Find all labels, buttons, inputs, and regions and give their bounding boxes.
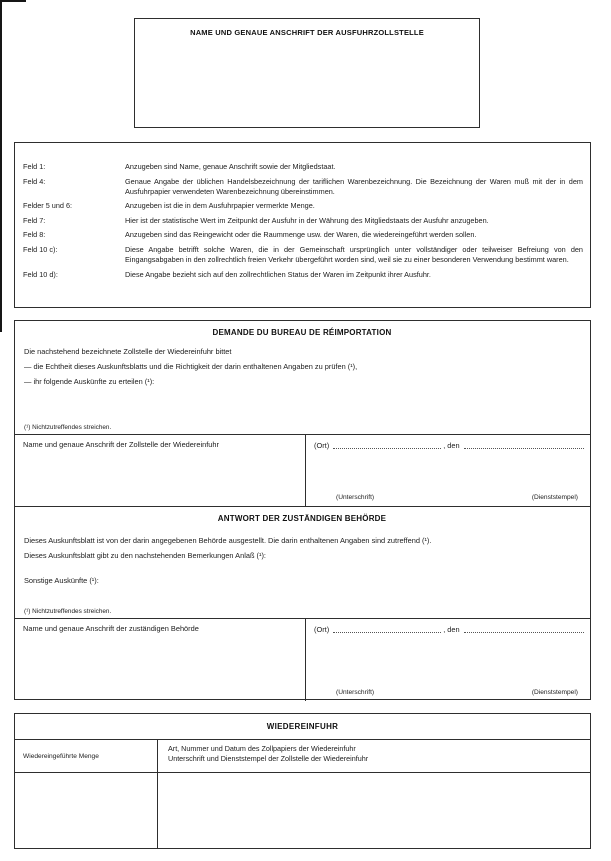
request-bullet-verify: — die Echtheit dieses Auskunftsblatts und die Richtigkeit der darin enthaltenen Angaben zu prüfen (¹), — [24, 362, 358, 372]
instruction-row — [23, 216, 583, 226]
field-label: Felder 5 und 6: — [23, 201, 73, 211]
document-column-header — [158, 740, 590, 772]
place-label: (Ort) — [314, 625, 330, 634]
instruction-row — [23, 270, 583, 280]
signature-label: (Unterschrift) — [336, 494, 375, 501]
reimportation-table — [14, 713, 591, 849]
place-date-signature-cell — [306, 619, 590, 701]
document-column-line1: Art, Nummer und Datum des Zollpapiers der Wiedereinfuhr — [168, 744, 356, 753]
footnote: (¹) Nichtzutreffendes streichen. — [24, 424, 112, 431]
reimport-request-section — [15, 321, 590, 434]
reimport-office-row — [15, 434, 590, 506]
place-label: (Ort) — [314, 441, 330, 450]
stamp-label: (Dienststempel) — [531, 494, 578, 501]
authority-name-field: Name und genaue Anschrift der zuständigen Behörde — [15, 619, 306, 701]
document-cell-empty — [158, 773, 590, 848]
response-other-information: Sonstige Auskünfte (¹): — [24, 575, 99, 585]
authority-response-section — [15, 506, 590, 618]
stamp-label: (Dienststempel) — [531, 689, 578, 696]
instruction-row — [23, 230, 583, 240]
place-date-signature-cell — [306, 435, 590, 506]
field-description: Anzugeben sind das Reingewicht oder die Raummenge usw. der Waren, die wiedereingeführt werden sollen. — [125, 230, 477, 240]
place-fill-line — [333, 441, 441, 449]
date-label: , den — [443, 625, 460, 634]
field-description: Hier ist der statistische Wert im Zeitpunkt der Ausfuhr in der Währung des Mitgliedstaats der Ausfuhr anzugeben. — [125, 215, 489, 225]
reimportation-table-body-row — [15, 773, 590, 848]
date-fill-line — [464, 441, 584, 449]
field-label: Feld 10 d): — [23, 269, 58, 279]
date-fill-line — [464, 625, 584, 633]
authority-row — [15, 618, 590, 701]
field-label: Feld 8: — [23, 230, 46, 240]
reimport-office-name-field: Name und genaue Anschrift der Zollstelle der Wiedereinfuhr — [15, 435, 306, 506]
scan-edge-artifact — [0, 0, 2, 332]
response-statement-remarks: Dieses Auskunftsblatt gibt zu den nachstehenden Bemerkungen Anlaß (¹): — [24, 551, 266, 561]
field-label: Feld 7: — [23, 215, 46, 225]
instruction-row — [23, 162, 583, 172]
footnote: (¹) Nichtzutreffendes streichen. — [24, 608, 112, 615]
response-statement-valid: Dieses Auskunftsblatt ist von der darin angegebenen Behörde ausgestellt. Die darin enthaltenen Angaben sind zutreffend (¹). — [24, 536, 432, 545]
section-title: ANTWORT DER ZUSTÄNDIGEN BEHÖRDE — [217, 514, 387, 523]
reimportation-table-title: WIEDEREINFUHR — [15, 714, 590, 740]
field-label: Feld 4: — [23, 176, 46, 186]
request-intro: Die nachstehend bezeichnete Zollstelle der Wiedereinfuhr bittet — [24, 347, 232, 356]
instruction-row — [23, 201, 583, 211]
request-response-box — [14, 320, 591, 700]
document-column-line2: Unterschrift und Dienststempel der Zollstelle der Wiedereinfuhr — [168, 754, 369, 764]
scan-edge-artifact — [0, 0, 26, 2]
export-office-address-title: NAME UND GENAUE ANSCHRIFT DER AUSFUHRZOLLSTELLE — [190, 28, 424, 37]
quantity-cell-empty — [15, 773, 158, 848]
place-fill-line — [333, 625, 441, 633]
field-instructions-box — [14, 142, 591, 308]
date-label: , den — [443, 441, 460, 450]
field-description: Anzugeben ist die in dem Ausfuhrpapier vermerkte Menge. — [125, 201, 315, 211]
quantity-column-header: Wiedereingeführte Menge — [15, 740, 158, 772]
reimportation-table-header-row — [15, 740, 590, 773]
signature-stamp-line — [306, 689, 590, 696]
export-office-address-box — [134, 18, 480, 128]
field-label: Feld 1: — [23, 162, 46, 171]
field-label: Feld 10 c): — [23, 244, 58, 254]
field-description: Anzugeben sind Name, genaue Anschrift sowie der Mitgliedstaat. — [125, 162, 336, 171]
place-date-line — [314, 441, 584, 450]
section-title: DEMANDE DU BUREAU DE RÉIMPORTATION — [212, 328, 392, 337]
request-bullet-inform: — ihr folgende Auskünfte zu erteilen (¹): — [24, 377, 155, 387]
field-description: Diese Angabe bezieht sich auf den zollrechtlichen Status der Waren im Zeitpunkt ihrer Ausfuhr. — [125, 269, 431, 279]
place-date-line — [314, 625, 584, 634]
signature-label: (Unterschrift) — [336, 689, 375, 696]
instruction-row — [23, 245, 583, 265]
field-description: Genaue Angabe der üblichen Handelsbezeichnung der tariflichen Warenbezeichnung. Die Bezeichnung der Waren muß mit der in dem Ausfuhrpapier verwendeten Warenbezeichnung übereinstimmen. — [125, 176, 583, 196]
field-description: Diese Angabe betrifft solche Waren, die in der Gemeinschaft ursprünglich unter vollständiger oder teilweiser Befreiung von den Eingangsabgaben in den zollrechtlich freien Verkehr übergeführt worden sind, weil sie zu einer besonderen Verwendung bestimmt waren. — [125, 244, 583, 264]
instruction-row — [23, 177, 583, 197]
signature-stamp-line — [306, 494, 590, 501]
